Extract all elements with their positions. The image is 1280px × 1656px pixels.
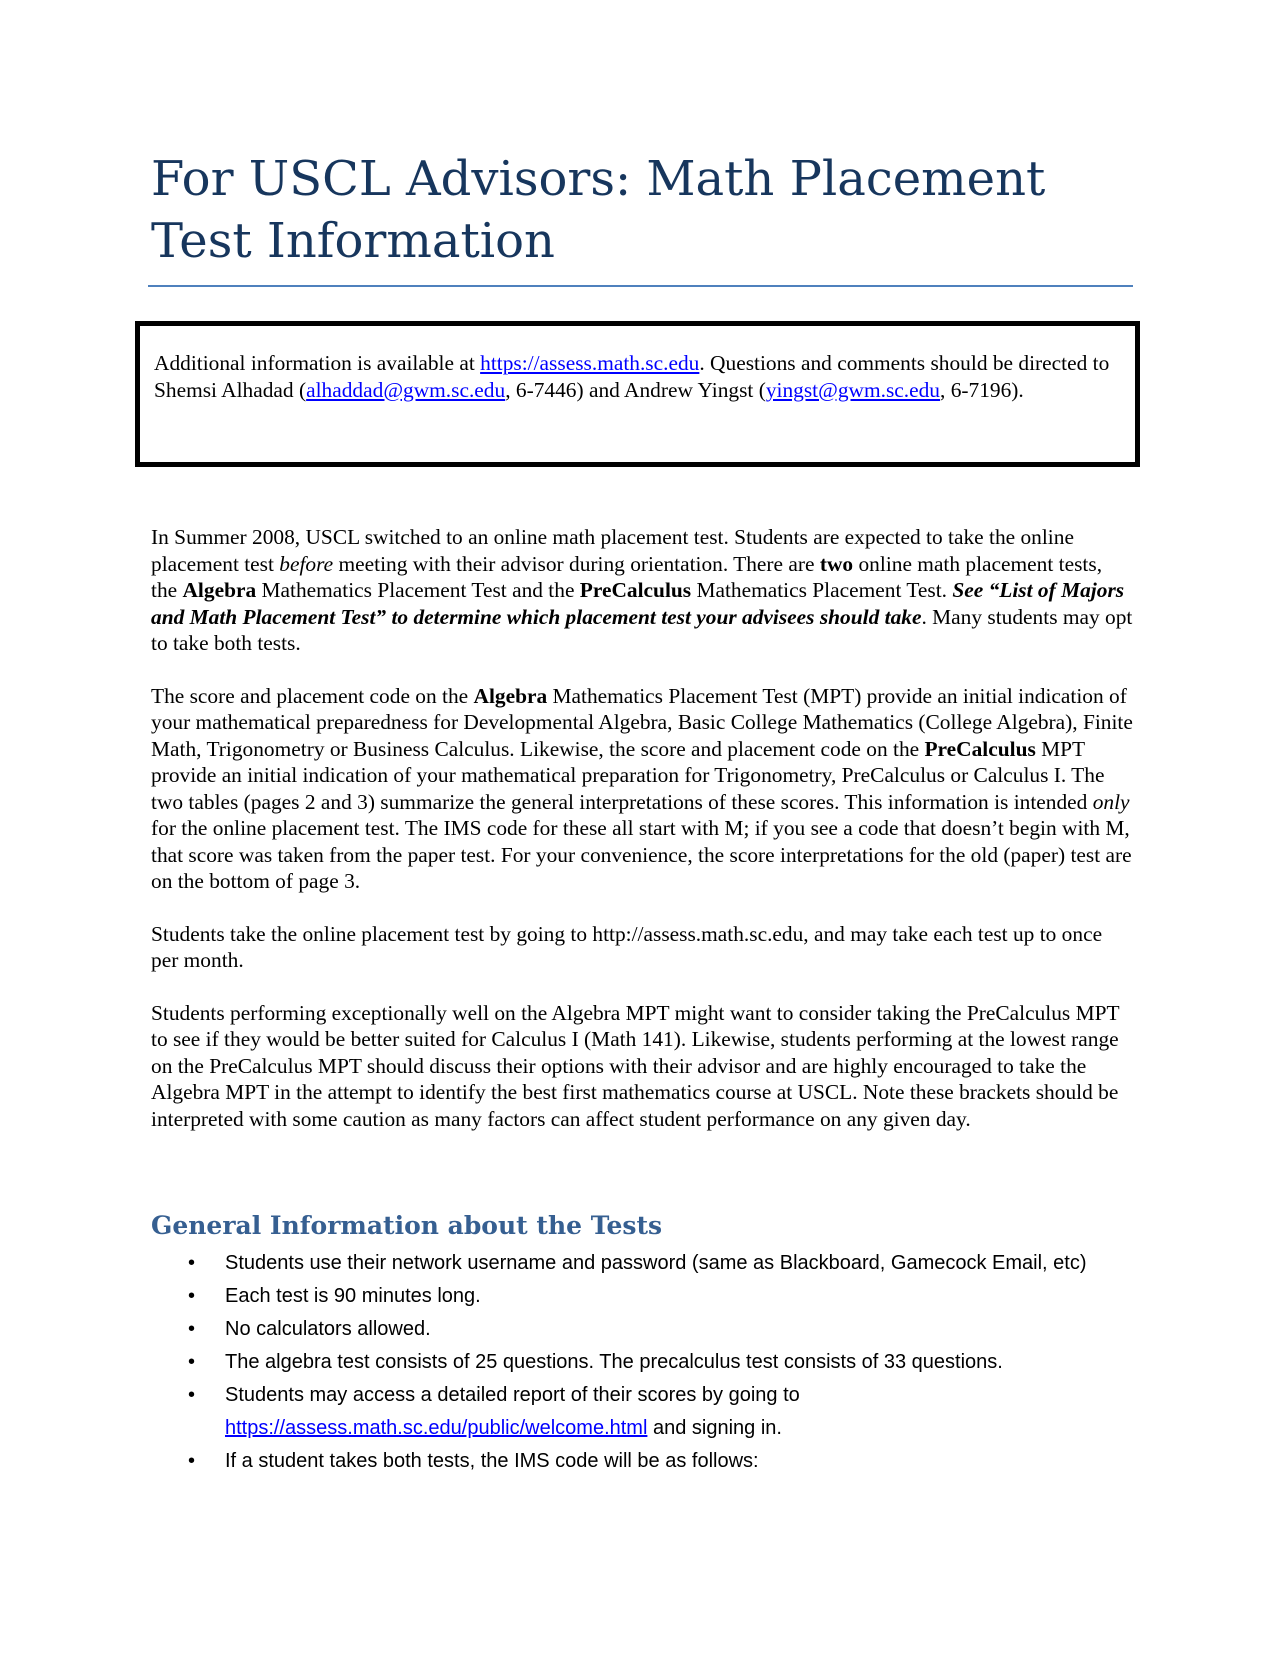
- yingst-email-link[interactable]: yingst@gwm.sc.edu: [765, 377, 941, 402]
- p2-precalculus-bold: PreCalculus: [924, 736, 1036, 761]
- assess-site-link[interactable]: https://assess.math.sc.edu: [480, 351, 700, 375]
- paragraph-online-test: [151, 524, 1133, 657]
- p1-text-e: Mathematics Placement Test.: [691, 578, 953, 602]
- list-item: [151, 1247, 1141, 1280]
- list-item-text: Each test is 90 minutes long.: [225, 1285, 481, 1307]
- p1-text-d: Mathematics Placement Test and the: [256, 578, 580, 602]
- p1-precalculus-bold: PreCalculus: [579, 578, 692, 602]
- list-item: [151, 1346, 1141, 1379]
- p1-see-list-note: See “List of Majors and Math Placement Test” to determine which placement test your advisees should take: [151, 578, 1125, 629]
- info-text-4: , 6-7196).: [940, 377, 1024, 402]
- bullet-icon: •: [188, 1318, 196, 1340]
- info-text-3: , 6-7446) and Andrew Yingst (: [505, 377, 766, 402]
- list-item-text: The algebra test consists of 25 questions. The precalculus test consists of 33 questions.: [225, 1351, 1003, 1373]
- p1-text-c: online math placement tests, the: [151, 551, 1103, 602]
- p1-text-f: . Many students may opt to take both tests.: [151, 604, 1133, 655]
- general-info-list: [151, 1247, 1141, 1478]
- list-item: [151, 1445, 1141, 1478]
- general-info-heading: General Information about the Tests: [151, 1211, 663, 1240]
- p1-before-italic: before: [279, 551, 334, 576]
- list-item: [151, 1313, 1141, 1346]
- p1-two-bold: two: [819, 551, 854, 576]
- contact-info-box: [135, 321, 1140, 467]
- list-item-text: Students use their network username and password (same as Blackboard, Gamecock Email, etc): [225, 1252, 1087, 1274]
- p2-text-c: MPT provide an initial indication of your mathematical preparation for Trigonometry, PreCalculus or Calculus I. The two tables (pages 2 and 3) summarize the general interpretations of these scores. This information is intended: [151, 736, 1105, 814]
- list-item-text: No calculators allowed.: [225, 1318, 431, 1340]
- bullet-icon: •: [188, 1384, 196, 1406]
- body-text: [151, 524, 1133, 1158]
- bullet-icon: •: [188, 1450, 196, 1472]
- list-item-text: Students may access a detailed report of their scores by going to: [225, 1384, 800, 1406]
- info-text-2: . Questions and comments should be directed to Shemsi Alhadad (: [154, 351, 1110, 402]
- p2-text-b: Mathematics Placement Test (MPT) provide an initial indication of your mathematical preparedness for Developmental Algebra, Basic College Mathematics (College Algebra), Finite Math, Trigonometry or Business Calculus. Likewise, the score and placement code on the: [151, 683, 1133, 761]
- paragraph-how-to-take: Students take the online placement test by going to http://assess.math.sc.edu, and may take each test up to once per month.: [151, 921, 1103, 972]
- p2-algebra-bold: Algebra: [473, 683, 548, 708]
- p1-text-a: In Summer 2008, USCL switched to an online math placement test. Students are expected to take the online placement test: [151, 525, 1074, 576]
- p2-text-a: The score and placement code on the: [151, 683, 474, 708]
- list-item: [151, 1280, 1141, 1313]
- p2-text-d: for the online placement test. The IMS code for these all start with M; if you see a code that doesn’t begin with M, that score was taken from the paper test. For your convenience, the score interpretations for the old (paper) test are on the bottom of page 3.: [151, 816, 1132, 893]
- p1-algebra-bold: Algebra: [182, 578, 257, 602]
- score-report-link[interactable]: https://assess.math.sc.edu/public/welcome.html: [225, 1417, 648, 1439]
- p1-text-b: meeting with their advisor during orientation. There are: [333, 551, 820, 576]
- title-divider: [148, 285, 1133, 287]
- info-text-1: Additional information is available at: [154, 351, 481, 375]
- bullet-icon: •: [188, 1285, 196, 1307]
- list-item-text-end: and signing in.: [647, 1417, 782, 1439]
- alhaddad-email-link[interactable]: alhaddad@gwm.sc.edu: [306, 377, 506, 402]
- paragraph-score-interpretation: [151, 683, 1133, 895]
- paragraph-performance-advice: Students performing exceptionally well on the Algebra MPT might want to consider taking the PreCalculus MPT to see if they would be better suited for Calculus I (Math 141). Likewise, students performing at the lowest range on the PreCalculus MPT should discuss their options with their advisor and are highly encouraged to take the Algebra MPT in the attempt to identify the best first mathematics course at USCL. Note these brackets should be interpreted with some caution as many factors can affect student performance on any given day.: [151, 1000, 1120, 1131]
- bullet-icon: •: [188, 1252, 196, 1274]
- list-item-text: If a student takes both tests, the IMS code will be as follows:: [225, 1450, 759, 1472]
- list-item: [151, 1379, 1141, 1445]
- p2-only-italic: only: [1092, 789, 1130, 814]
- bullet-icon: •: [188, 1351, 196, 1373]
- page-title: For USCL Advisors: Math Placement Test Information: [151, 151, 1046, 269]
